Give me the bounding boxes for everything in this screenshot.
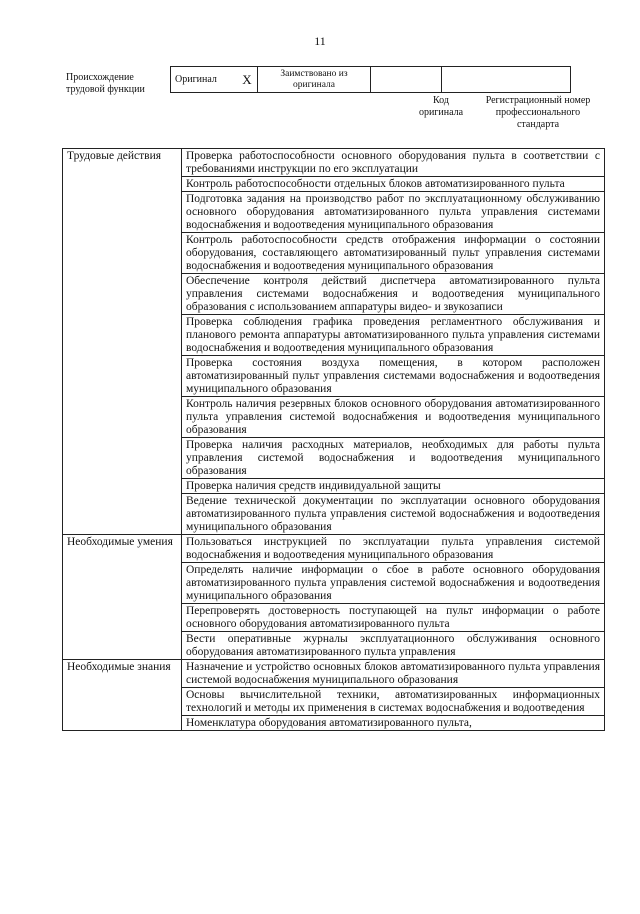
function-table bbox=[62, 148, 605, 731]
origin-original-cell: Оригинал bbox=[171, 67, 238, 93]
section-item: Проверка наличия расходных материалов, необходимых для работы пульта управления системой водоснабжения и водоотведения муниципального образования bbox=[182, 438, 605, 479]
origin-table bbox=[170, 66, 571, 93]
section-title: Трудовые действия bbox=[63, 149, 182, 535]
section-item: Основы вычислительной техники, автоматизированных информационных технологий и методы их применения в системах водоснабжения и водоотведения bbox=[182, 688, 605, 716]
section-item: Подготовка задания на производство работ по эксплуатационному обслуживанию основного оборудования автоматизированного пульта управления системами водоснабжения и водоотведения муниципального образования bbox=[182, 192, 605, 233]
section-item: Назначение и устройство основных блоков автоматизированного пульта управления системой водоснабжения муниципального образования bbox=[182, 660, 605, 688]
section-item: Определять наличие информации о сбое в работе основного оборудования автоматизированного пульта управления системой водоснабжения и водоотведения муниципального образования bbox=[182, 563, 605, 604]
section-item: Перепроверять достоверность поступающей на пульт информации о работе основного оборудования автоматизированного пульта bbox=[182, 604, 605, 632]
section-item: Контроль работоспособности средств отображения информации о состоянии оборудования, составляющего автоматизированный пульт управления системами водоснабжения и водоотведения муниципального образования bbox=[182, 233, 605, 274]
section-item: Ведение технической документации по эксплуатации основного оборудования автоматизированного пульта управления системой водоснабжения и водоотведения муниципального образования bbox=[182, 494, 605, 535]
origin-code-cell bbox=[371, 67, 442, 93]
origin-mark: X bbox=[237, 67, 258, 93]
section-item: Пользоваться инструкцией по эксплуатации пульта управления системой водоснабжения и водоотведения муниципального образования bbox=[182, 535, 605, 563]
origin-reg-number-cell bbox=[442, 67, 571, 93]
page-number: 11 bbox=[314, 34, 326, 48]
table-row bbox=[63, 660, 605, 688]
section-item: Контроль наличия резервных блоков основного оборудования автоматизированного пульта управления системой водоснабжения и водоотведения муниципального образования bbox=[182, 397, 605, 438]
section-item: Контроль работоспособности отдельных блоков автоматизированного пульта bbox=[182, 177, 605, 192]
section-title: Необходимые умения bbox=[63, 535, 182, 660]
section-item: Проверка состояния воздуха помещения, в котором расположен автоматизированный пульт управления системами водоснабжения и водоотведения муниципального образования bbox=[182, 356, 605, 397]
section-item: Проверка соблюдения графика проведения регламентного обслуживания и планового ремонта аппаратуры автоматизированного пульта управления системами водоснабжения и водоотведения муниципального образования bbox=[182, 315, 605, 356]
section-item: Номенклатура оборудования автоматизированного пульта, bbox=[182, 716, 605, 731]
section-title: Необходимые знания bbox=[63, 660, 182, 731]
section-item: Обеспечение контроля действий диспетчера автоматизированного пульта управления системами водоснабжения и водоотведения муниципального образования с использованием аппаратуры видео- и звукозаписи bbox=[182, 274, 605, 315]
origin-borrowed-cell: Заимствовано из оригинала bbox=[258, 67, 371, 93]
table-row bbox=[63, 535, 605, 563]
code-caption: Код оригинала bbox=[418, 95, 464, 118]
section-item: Проверка наличия средств индивидуальной защиты bbox=[182, 479, 605, 494]
reg-number-caption: Регистрационный номер профессионального стандарта bbox=[485, 95, 591, 130]
table-row bbox=[63, 149, 605, 177]
origin-label: Происхождение трудовой функции bbox=[66, 72, 145, 95]
section-item: Проверка работоспособности основного оборудования пульта в соответствии с требованиями инструкции по его эксплуатации bbox=[182, 149, 605, 177]
section-item: Вести оперативные журналы эксплуатационного обслуживания основного оборудования автоматизированного пульта управления bbox=[182, 632, 605, 660]
